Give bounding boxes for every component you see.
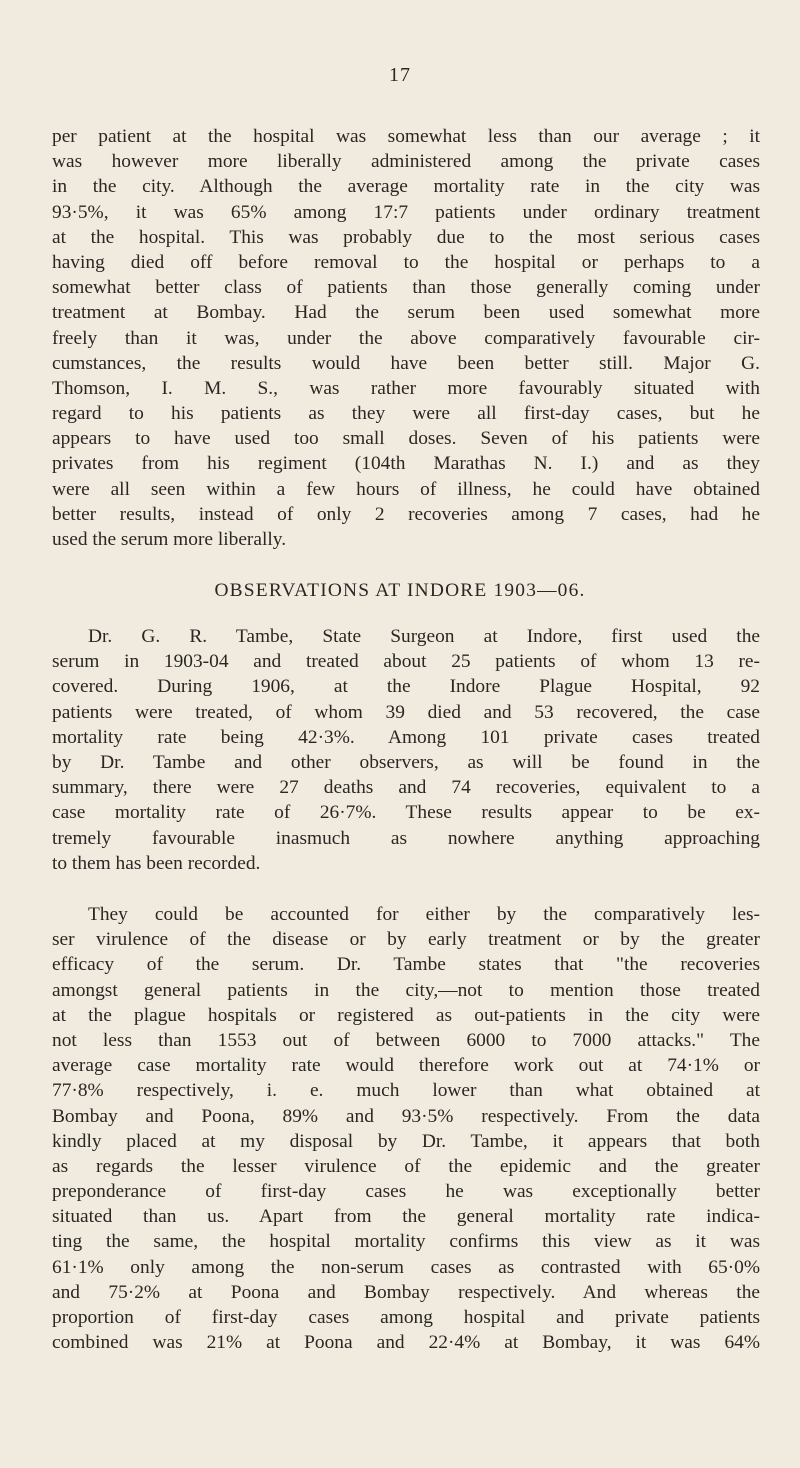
text-line: to them has been recorded. [52, 852, 261, 874]
text-line: combined was 21% at Poona and 22·4% at Bombay, it was 64% [52, 1332, 760, 1354]
text-line: as regards the lesser virulence of the epidemic and the greater [52, 1155, 760, 1177]
text-line: Thomson, I. M. S., was rather more favourably situated with [52, 377, 760, 399]
paragraph-3 [52, 902, 760, 1355]
text-line: cumstances, the results would have been better still. Major G. [52, 352, 760, 374]
text-line: summary, there were 27 deaths and 74 recoveries, equivalent to a [52, 777, 760, 799]
text-line: freely than it was, under the above comparatively favourable cir- [52, 327, 760, 349]
text-line: by Dr. Tambe and other observers, as will be found in the [52, 751, 760, 773]
text-line: patients were treated, of whom 39 died and 53 recovered, the case [52, 701, 760, 723]
text-line: privates from his regiment (104th Marathas N. I.) and as they [52, 453, 760, 475]
text-line: preponderance of first-day cases he was exceptionally better [52, 1181, 760, 1203]
text-line: appears to have used too small doses. Seven of his patients were [52, 428, 760, 450]
text-line: ting the same, the hospital mortality confirms this view as it was [52, 1231, 760, 1253]
text-line: were all seen within a few hours of illness, he could have obtained [52, 478, 760, 500]
text-line: proportion of first-day cases among hospital and private patients [52, 1307, 760, 1328]
text-line: in the city. Although the average mortality rate in the city was [52, 176, 760, 198]
paragraph-2 [52, 624, 760, 876]
text-line: average case mortality rate would therefore work out at 74·1% or [52, 1055, 760, 1077]
text-line: They could be accounted for either by the comparatively les- [88, 904, 760, 925]
text-line: regard to his patients as they were all first-day cases, but he [52, 403, 760, 425]
text-line: situated than us. Apart from the general mortality rate indica- [52, 1206, 760, 1228]
text-line: mortality rate being 42·3%. Among 101 private cases treated [52, 726, 760, 748]
text-line: serum in 1903-04 and treated about 25 patients of whom 13 re- [52, 651, 760, 673]
page-number: 17 [389, 64, 411, 86]
text-line: tremely favourable inasmuch as nowhere anything approaching [52, 827, 760, 849]
text-line: efficacy of the serum. Dr. Tambe states that "the recoveries [52, 954, 760, 976]
text-line: covered. During 1906, at the Indore Plague Hospital, 92 [52, 676, 760, 698]
text-line: somewhat better class of patients than those generally coming under [52, 277, 760, 299]
text-line: kindly placed at my disposal by Dr. Tambe, it appears that both [52, 1130, 760, 1152]
text-line: 93·5%, it was 65% among 17:7 patients under ordinary treatment [52, 201, 760, 223]
text-line: Bombay and Poona, 89% and 93·5% respectively. From the data [52, 1105, 760, 1127]
text-line: was however more liberally administered among the private cases [52, 151, 760, 173]
text-line: at the plague hospitals or registered as out-patients in the city were [52, 1004, 760, 1026]
text-line: case mortality rate of 26·7%. These results appear to be ex- [52, 802, 760, 824]
text-line: 61·1% only among the non-serum cases as contrasted with 65·0% [52, 1256, 760, 1278]
text-line: and 75·2% at Poona and Bombay respectively. And whereas the [52, 1281, 760, 1303]
text-line: ser virulence of the disease or by early treatment or by the greater [52, 929, 760, 951]
text-line: treatment at Bombay. Had the serum been used somewhat more [52, 302, 760, 324]
text-line: amongst general patients in the city,—not to mention those treated [52, 979, 760, 1001]
text-line: not less than 1553 out of between 6000 to 7000 attacks." The [52, 1029, 760, 1051]
text-line: used the serum more liberally. [52, 529, 287, 550]
text-line: better results, instead of only 2 recoveries among 7 cases, had he [52, 503, 760, 525]
text-line: having died off before removal to the hospital or perhaps to a [52, 251, 760, 273]
paragraph-1 [52, 124, 760, 552]
text-line: Dr. G. R. Tambe, State Surgeon at Indore, first used the [88, 626, 760, 647]
section-heading: OBSERVATIONS AT INDORE 1903—06. [214, 580, 586, 601]
text-line: per patient at the hospital was somewhat less than our average ; it [52, 126, 760, 147]
text-line: 77·8% respectively, i. e. much lower than what obtained at [52, 1080, 760, 1102]
text-line: at the hospital. This was probably due to the most serious cases [52, 226, 760, 248]
